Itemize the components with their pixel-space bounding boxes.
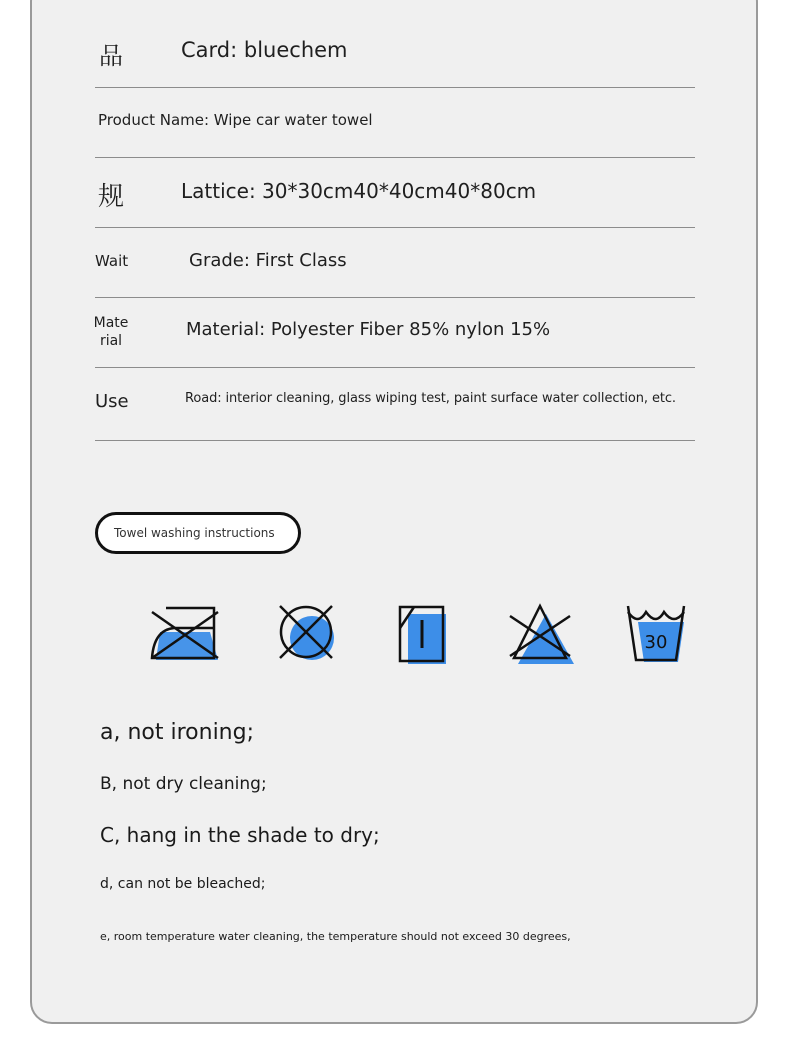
instruction-a: a, not ironing; <box>100 720 254 745</box>
hang-dry-shade-icon <box>396 600 450 668</box>
spec-row-grade <box>95 228 695 298</box>
wash-30-icon <box>624 600 690 666</box>
row-value: Card: bluechem <box>181 38 348 62</box>
spec-row-product-name <box>95 88 695 158</box>
no-bleach-icon <box>506 600 578 668</box>
no-dry-cleaning-icon <box>278 600 338 664</box>
row-label: 规 <box>97 182 124 212</box>
row-label: 品 <box>99 42 123 70</box>
spec-row-use <box>95 368 695 441</box>
instruction-d: d, can not be bleached; <box>100 876 266 892</box>
row-label: Use <box>95 391 129 412</box>
washing-instructions-badge: Towel washing instructions <box>95 512 301 554</box>
instruction-c: C, hang in the shade to dry; <box>100 823 380 847</box>
no-ironing-icon <box>148 600 222 664</box>
spec-row-material <box>95 298 695 368</box>
row-label: Mate rial <box>93 315 129 349</box>
row-value: Material: Polyester Fiber 85% nylon 15% <box>186 319 551 340</box>
wash-temperature-label: 30 <box>644 632 668 653</box>
spec-row-lattice <box>95 158 695 228</box>
row-value: Product Name: Wipe car water towel <box>98 111 373 129</box>
instruction-e: e, room temperature water cleaning, the temperature should not exceed 30 degrees, <box>100 930 571 943</box>
row-label: Wait <box>95 252 129 270</box>
row-value: Road: interior cleaning, glass wiping test, paint surface water collection, etc. <box>185 391 676 406</box>
spec-row-card <box>95 20 695 88</box>
row-value: Lattice: 30*30cm40*40cm40*80cm <box>181 179 537 203</box>
instruction-b: B, not dry cleaning; <box>100 774 267 794</box>
row-value: Grade: First Class <box>189 250 347 271</box>
